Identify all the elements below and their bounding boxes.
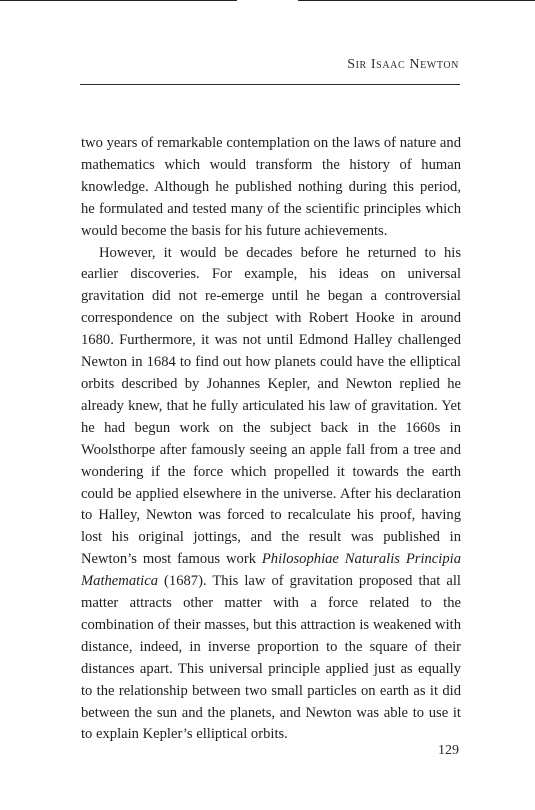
header-rule [80, 84, 460, 85]
paragraph-continuation: two years of remarkable contemplation on the laws of nature and mathematics which would transform the history of human knowledge. Although he published nothing during this period, he formulated and tested many of the scientific principles which would become the basis for his future achievements. [81, 135, 461, 239]
paragraph-gravitation [81, 243, 461, 747]
book-title-italic: Philosophiae Naturalis Principia Mathematica [81, 551, 461, 590]
page-number: 129 [438, 743, 459, 758]
crop-mark-right [298, 0, 535, 1]
running-header-title: Sir Isaac Newton [347, 57, 459, 72]
paragraph-text-after-title: (1687). This law of gravitation proposed that all matter attracts other matter with a force related to the combination of their masses, but this attraction is weakened with distance, indeed, in inverse proportion to the square of their distances apart. This universal principle applied just as equally to the relationship between two small particles on earth as it did between the sun and the planets, and Newton was able to use it to explain Kepler’s elliptical orbits. [81, 573, 461, 743]
crop-mark-left [0, 0, 237, 1]
page-body [81, 133, 461, 746]
paragraph-text-before-title: However, it would be decades before he returned to his earlier discoveries. For example, his ideas on universal gravitation did not re-emerge until he began a controversial correspondence on the subject with Robert Hooke in around 1680. Furthermore, it was not until Edmond Halley challenged Newton in 1684 to find out how planets could have the elliptical orbits described by Johannes Kepler, and Newton replied he already knew, that he fully articulated his law of gravitation. Yet he had begun work on the subject back in the 1660s in Woolsthorpe after famously seeing an apple fall from a tree and wondering if the force which propelled it towards the earth could be applied elsewhere in the universe. After his declaration to Halley, Newton was forced to recalculate his proof, having lost his original jottings, and the result was published in Newton’s most famous work [81, 244, 461, 568]
